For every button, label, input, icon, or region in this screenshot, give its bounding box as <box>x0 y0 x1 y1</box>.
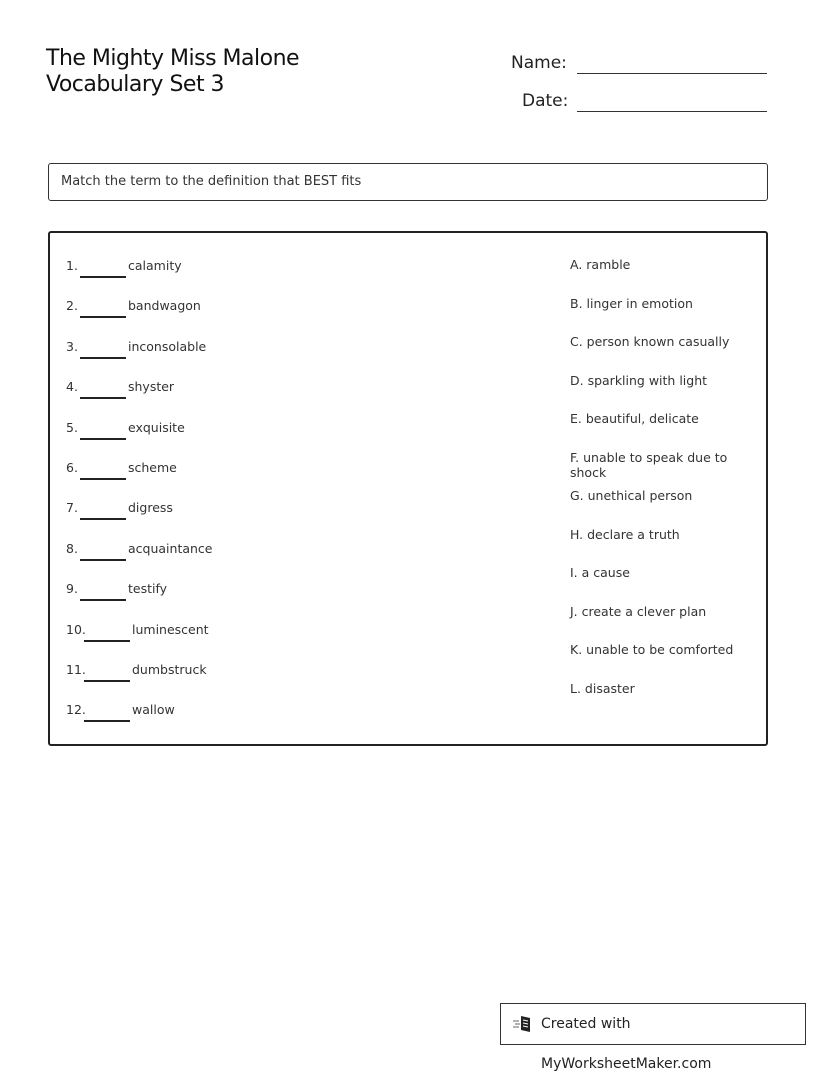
term-text: luminescent <box>132 621 209 637</box>
term-text: dumbstruck <box>132 662 207 677</box>
answer-blank[interactable] <box>80 357 126 359</box>
date-line[interactable] <box>577 111 767 112</box>
answer-blank[interactable] <box>80 397 126 399</box>
answer-blank[interactable] <box>80 438 126 440</box>
definition-item: G. unethical person <box>570 488 693 503</box>
term-item <box>66 460 177 480</box>
definition-item: J. create a clever plan <box>570 603 707 619</box>
term-item <box>66 258 182 278</box>
term-item <box>66 420 185 440</box>
definition-item: F. unable to speak due to shock <box>570 449 728 480</box>
answer-blank[interactable] <box>84 720 130 722</box>
answer-blank[interactable] <box>80 518 126 520</box>
term-number: 6. <box>66 460 78 475</box>
term-item <box>66 339 206 359</box>
term-text: inconsolable <box>128 338 207 354</box>
name-label: Name: <box>511 53 567 73</box>
date-label: Date: <box>522 91 569 111</box>
term-number: 7. <box>66 500 78 516</box>
term-item <box>66 541 213 561</box>
term-number: 1. <box>66 258 78 273</box>
definition-item: H. declare a truth <box>570 526 680 542</box>
name-line[interactable] <box>577 73 767 74</box>
definition-item: A. ramble <box>570 257 631 272</box>
term-item <box>66 581 167 601</box>
definition-item: K. unable to be comforted <box>570 642 734 657</box>
term-number: 11. <box>66 662 86 677</box>
term-number: 12. <box>66 702 86 718</box>
term-text: testify <box>128 581 168 597</box>
term-text: bandwagon <box>128 298 201 314</box>
term-number: 3. <box>66 338 78 354</box>
worksheet-logo-icon <box>513 1015 535 1033</box>
term-item <box>66 702 175 722</box>
term-number: 9. <box>66 581 78 597</box>
term-number: 4. <box>66 379 78 395</box>
term-text: acquaintance <box>128 540 213 556</box>
term-number: 2. <box>66 298 78 314</box>
term-item <box>66 379 174 399</box>
term-text: shyster <box>128 379 175 395</box>
definition-item: B. linger in emotion <box>570 295 693 311</box>
term-text: digress <box>128 500 173 516</box>
definition-item: D. sparkling with light <box>570 372 708 388</box>
footer-text: Created with MyWorksheetMaker.com <box>541 1016 712 1072</box>
worksheet-title <box>46 46 299 98</box>
answer-blank[interactable] <box>80 276 126 278</box>
answer-blank[interactable] <box>84 640 130 642</box>
instructions-box: Match the term to the definition that BEST fits <box>48 163 768 201</box>
term-item <box>66 662 207 682</box>
date-field[interactable] <box>522 91 568 111</box>
term-number: 10. <box>66 621 86 637</box>
term-number: 5. <box>66 419 78 435</box>
answer-blank[interactable] <box>80 316 126 318</box>
answer-blank[interactable] <box>80 599 126 601</box>
definition-item: E. beautiful, delicate <box>570 411 699 426</box>
name-field[interactable] <box>511 53 567 73</box>
definition-item: I. a cause <box>570 565 630 580</box>
definition-item: C. person known casually <box>570 334 730 349</box>
term-text: wallow <box>132 702 175 718</box>
matching-box <box>48 231 768 746</box>
term-item <box>66 622 209 642</box>
title-line-2: Vocabulary Set 3 <box>46 72 225 97</box>
answer-blank[interactable] <box>80 559 126 561</box>
answer-blank[interactable] <box>84 680 130 682</box>
term-item <box>66 500 173 520</box>
answer-blank[interactable] <box>80 478 126 480</box>
footer-badge <box>500 1003 806 1072</box>
definition-item: L. disaster <box>570 680 635 696</box>
title-line-1: The Mighty Miss Malone <box>46 46 300 71</box>
term-item <box>66 298 201 318</box>
term-text: calamity <box>128 258 182 273</box>
term-number: 8. <box>66 540 78 556</box>
term-text: exquisite <box>128 419 185 435</box>
term-text: scheme <box>128 460 177 475</box>
